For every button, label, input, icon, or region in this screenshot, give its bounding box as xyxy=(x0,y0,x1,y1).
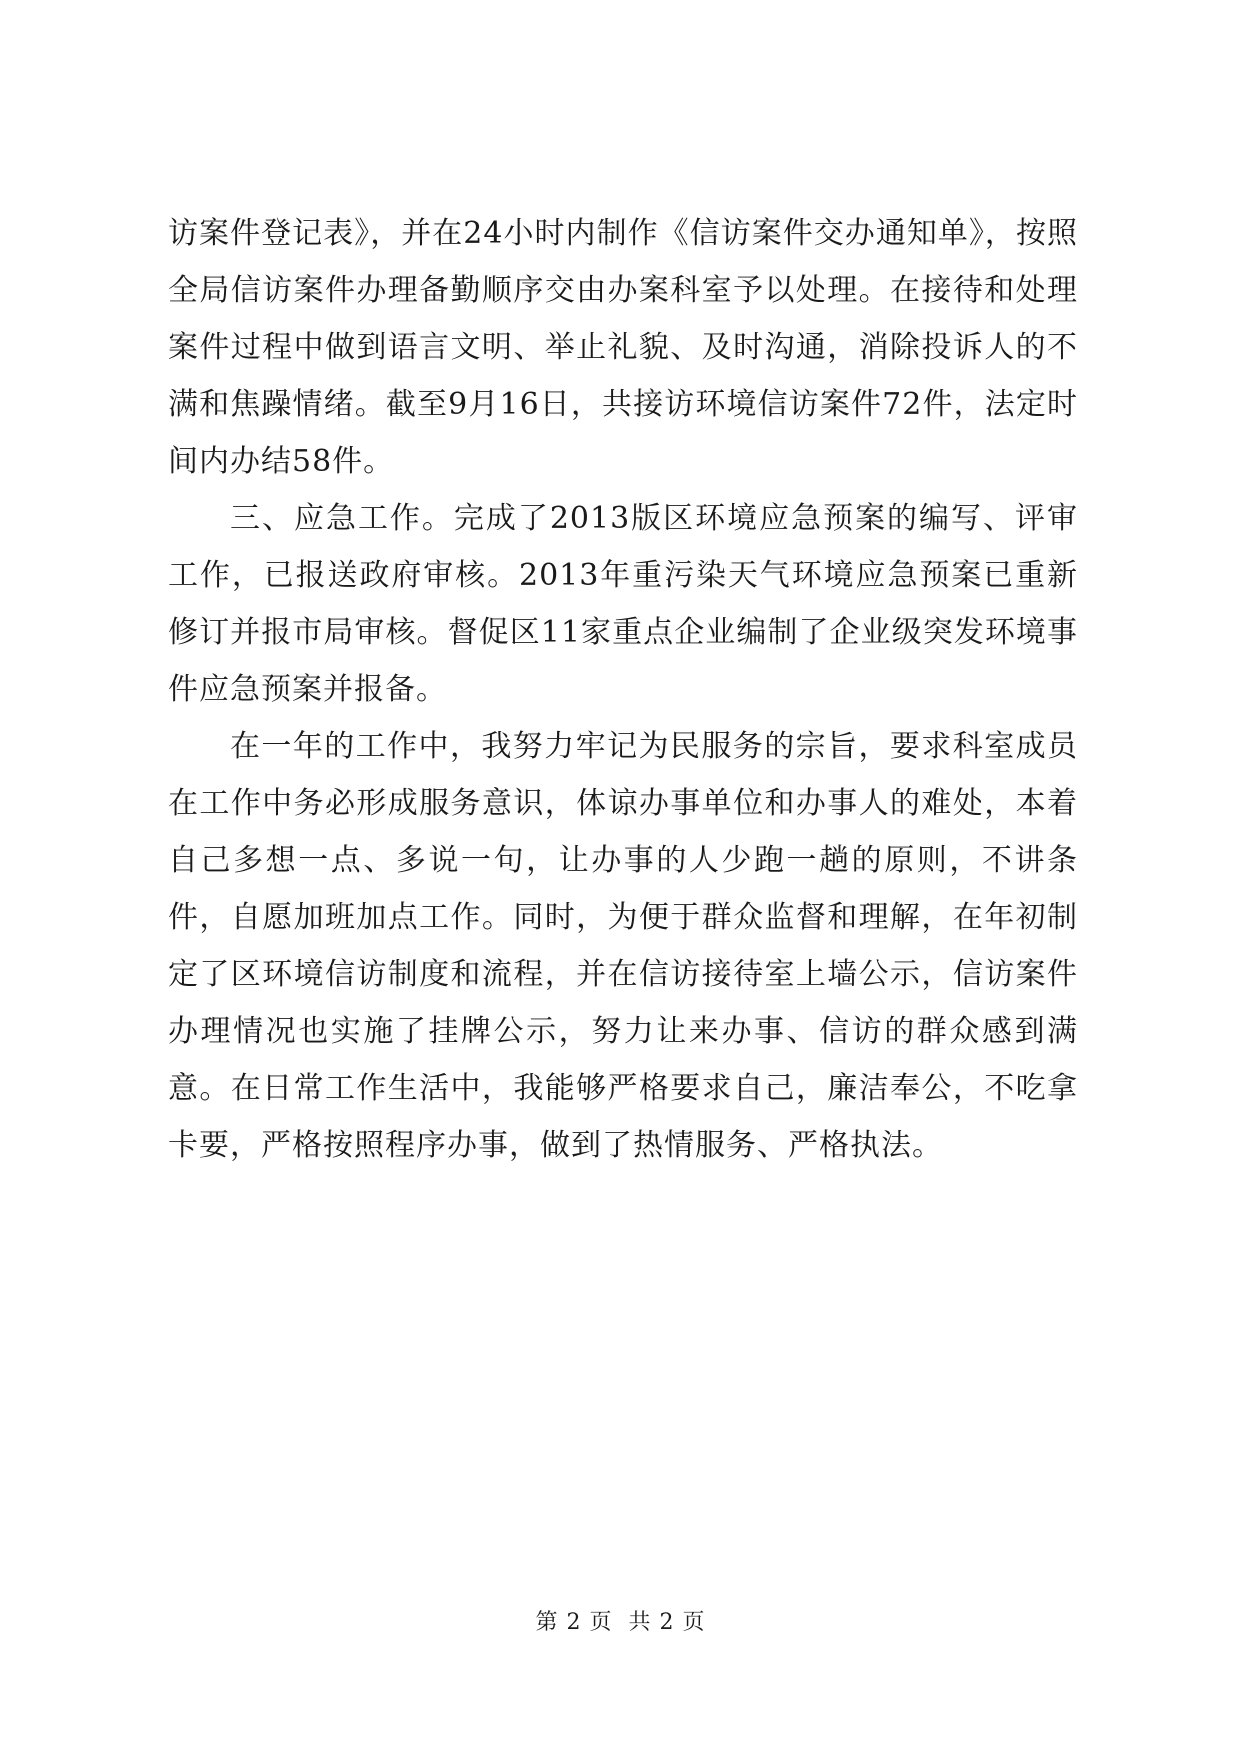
page-total: 共 2 页 xyxy=(628,1610,706,1635)
paragraph-continuation: 访案件登记表》，并在24小时内制作《信访案件交办通知单》，按照全局信访案件办理备勤顺序交由办案科室予以处理。在接待和处理案件过程中做到语言文明、举止礼貌、及时沟通，消除投诉人的不满和焦躁情绪。截至9月16日，共接访环境信访案件72件，法定时间内办结58件。 xyxy=(168,216,1078,479)
paragraph-emergency-work: 三、应急工作。完成了2013版区环境应急预案的编写、评审工作，已报送政府审核。2013年重污染天气环境应急预案已重新修订并报市局审核。督促区11家重点企业编制了企业级突发环境事件应急预案并报备。 xyxy=(168,501,1078,707)
page-number: 第 2 页 xyxy=(535,1610,613,1635)
page-footer xyxy=(0,1605,1241,1636)
document-body xyxy=(168,205,1078,1174)
paragraph-service-summary: 在一年的工作中，我努力牢记为民服务的宗旨，要求科室成员在工作中务必形成服务意识，体谅办事单位和办事人的难处，本着自己多想一点、多说一句，让办事的人少跑一趟的原则，不讲条件，自愿加班加点工作。同时，为便于群众监督和理解，在年初制定了区环境信访制度和流程，并在信访接待室上墙公示，信访案件办理情况也实施了挂牌公示，努力让来办事、信访的群众感到满意。在日常工作生活中，我能够严格要求自己，廉洁奉公，不吃拿卡要，严格按照程序办事，做到了热情服务、严格执法。 xyxy=(168,729,1078,1163)
